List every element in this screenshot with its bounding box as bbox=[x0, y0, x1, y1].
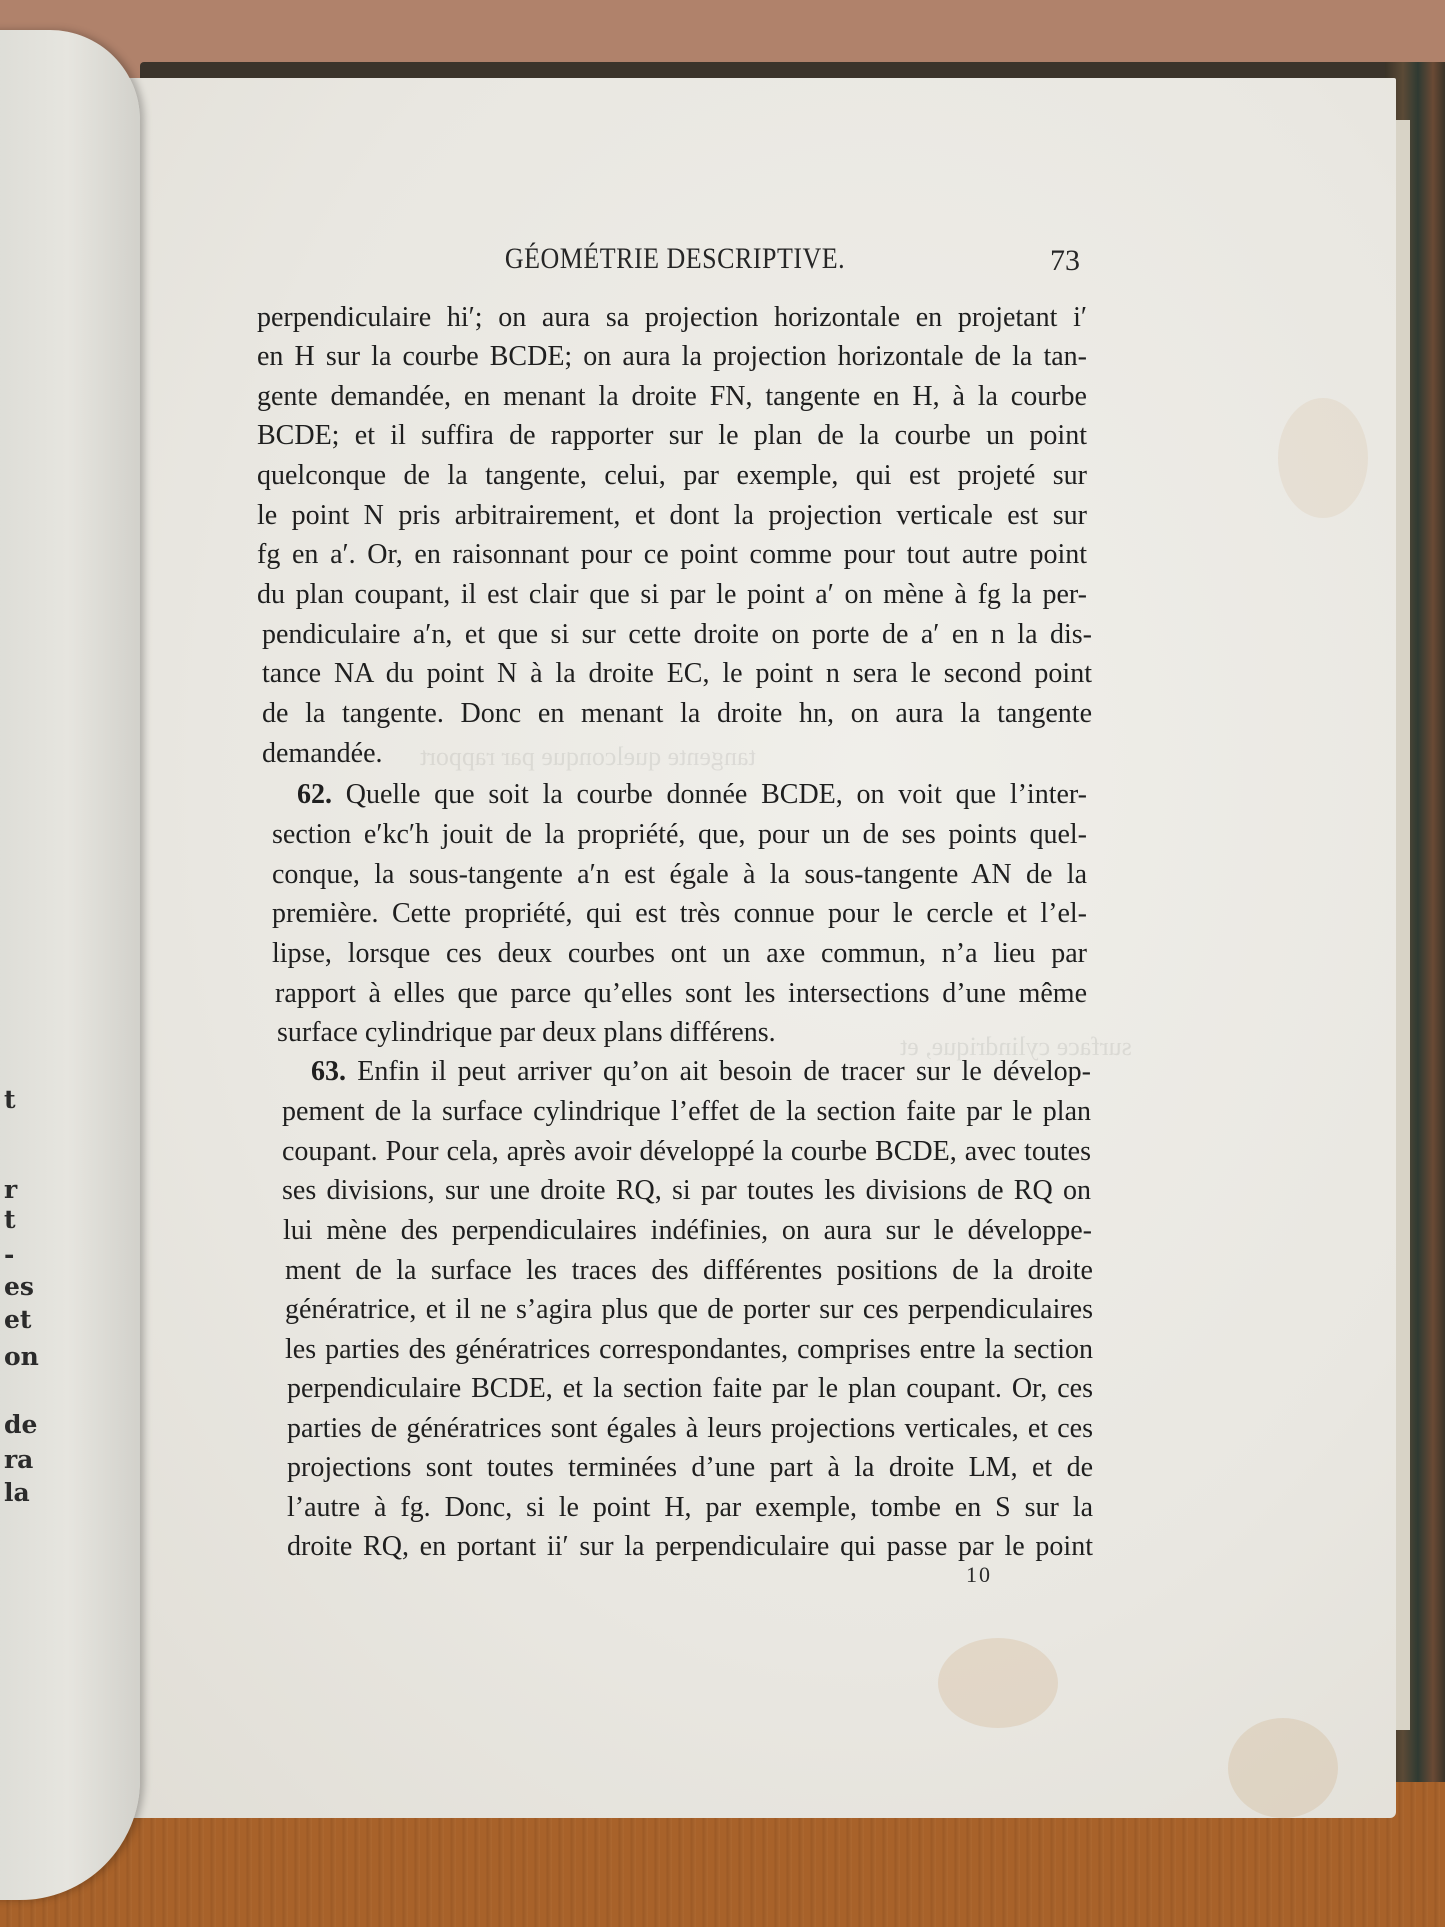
foxing-stain bbox=[1278, 398, 1368, 518]
page-number: 73 bbox=[1050, 244, 1080, 277]
text-line: quelconque de la tangente, celui, par exemple, qui est projeté sur bbox=[257, 460, 1087, 491]
left-page-fragment: r bbox=[4, 1175, 18, 1204]
show-through-text: surface cylindrique, et bbox=[900, 1032, 1132, 1061]
left-page-curl bbox=[0, 30, 140, 1900]
running-head: GÉOMÉTRIE DESCRIPTIVE. bbox=[504, 242, 846, 275]
text-line: coupant. Pour cela, après avoir développé la courbe BCDE, avec toutes bbox=[282, 1136, 1091, 1167]
paragraph-63-first-line bbox=[311, 1054, 1091, 1090]
text-line: première. Cette propriété, qui est très connue pour le cercle et l’el- bbox=[272, 898, 1087, 929]
text-line: surface cylindrique par deux plans différens. bbox=[277, 1017, 776, 1048]
text-line: demandée. bbox=[262, 738, 383, 769]
foxing-stain bbox=[938, 1638, 1058, 1728]
text-line: gente demandée, en menant la droite FN, tangente en H, à la courbe bbox=[257, 381, 1087, 412]
paragraph-number: 62. bbox=[297, 779, 332, 810]
text-line: ses divisions, sur une droite RQ, si par toutes les divisions de RQ on bbox=[282, 1175, 1091, 1206]
text-line: les parties des génératrices correspondantes, comprises entre la section bbox=[285, 1334, 1093, 1365]
left-page-fragment: on bbox=[4, 1342, 39, 1371]
left-page-fragment: et bbox=[4, 1305, 32, 1334]
show-through-text: tangente quelconque par rapport bbox=[420, 742, 756, 771]
text-line: parties de génératrices sont égales à leurs projections verticales, et ces bbox=[287, 1413, 1093, 1444]
left-page-fragment: t bbox=[4, 1085, 16, 1114]
text-line: l’autre à fg. Donc, si le point H, par exemple, tombe en S sur la bbox=[287, 1492, 1093, 1523]
left-page-fragment: t bbox=[4, 1205, 16, 1234]
left-page-fragment: ra bbox=[4, 1445, 34, 1474]
left-page-fragment: - bbox=[4, 1240, 15, 1269]
text-line: en H sur la courbe BCDE; on aura la projection horizontale de la tan- bbox=[257, 341, 1087, 372]
text-line: pendiculaire a′n, et que si sur cette droite on porte de a′ en n la dis- bbox=[262, 619, 1092, 650]
text-line: de la tangente. Donc en menant la droite hn, on aura la tangente bbox=[262, 698, 1092, 729]
text-line: lui mène des perpendiculaires indéfinies, on aura sur le développe- bbox=[283, 1215, 1092, 1246]
text-line: génératrice, et il ne s’agira plus que de porter sur ces perpendiculaires bbox=[285, 1294, 1093, 1325]
text-line: ment de la surface les traces des différentes positions de la droite bbox=[285, 1255, 1093, 1286]
page-block-edge bbox=[1396, 120, 1410, 1730]
foxing-stain bbox=[1228, 1718, 1338, 1818]
paragraph-62-first-line bbox=[297, 777, 1087, 813]
text-line: du plan coupant, il est clair que si par le point a′ on mène à fg la per- bbox=[257, 579, 1087, 610]
text-line: lipse, lorsque ces deux courbes ont un axe commun, n’a lieu par bbox=[272, 938, 1087, 969]
paragraph-number: 63. bbox=[311, 1056, 346, 1087]
text-line: section e′kc′h jouit de la propriété, que, pour un de ses points quel- bbox=[272, 819, 1087, 850]
text-span: Enfin il peut arriver qu’on ait besoin de tracer sur le dévelop- bbox=[357, 1056, 1091, 1087]
text-line: tance NA du point N à la droite EC, le point n sera le second point bbox=[262, 658, 1092, 689]
text-line: droite RQ, en portant ii′ sur la perpendiculaire qui passe par le point bbox=[287, 1531, 1093, 1562]
text-line: BCDE; et il suffira de rapporter sur le plan de la courbe un point bbox=[257, 420, 1087, 451]
text-line: projections sont toutes terminées d’une part à la droite LM, et de bbox=[287, 1452, 1093, 1483]
text-line: perpendiculaire hi′; on aura sa projection horizontale en projetant i′ bbox=[257, 302, 1087, 333]
text-line: perpendiculaire BCDE, et la section faite par le plan coupant. Or, ces bbox=[287, 1373, 1093, 1404]
left-page-fragment: de bbox=[4, 1410, 38, 1439]
left-page-fragment: la bbox=[4, 1478, 30, 1507]
text-line: le point N pris arbitrairement, et dont la projection verticale est sur bbox=[257, 500, 1087, 531]
text-line: conque, la sous-tangente a′n est égale à la sous-tangente AN de la bbox=[272, 859, 1087, 890]
text-line: fg en a′. Or, en raisonnant pour ce point comme pour tout autre point bbox=[257, 539, 1087, 570]
text-line: pement de la surface cylindrique l’effet de la section faite par le plan bbox=[282, 1096, 1091, 1127]
signature-mark: 10 bbox=[966, 1562, 992, 1587]
text-span: Quelle que soit la courbe donnée BCDE, on voit que l’inter- bbox=[345, 779, 1087, 810]
left-page-fragment: es bbox=[4, 1272, 34, 1301]
text-line: rapport à elles que parce qu’elles sont les intersections d’une même bbox=[275, 978, 1087, 1009]
